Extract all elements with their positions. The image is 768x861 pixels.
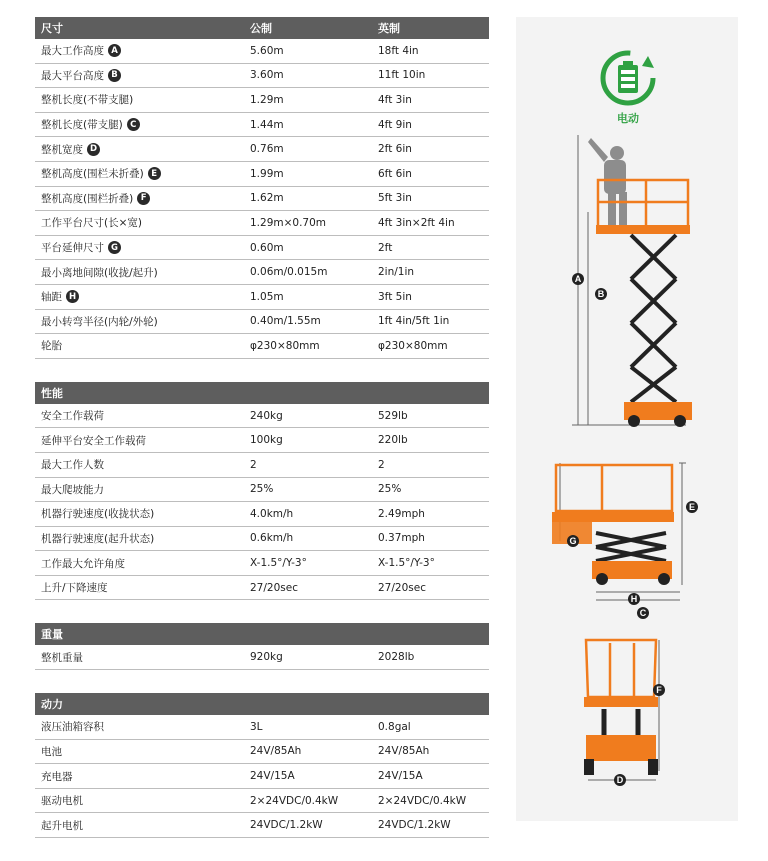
spec-section bbox=[35, 17, 489, 359]
spec-label: 机器行驶速度(起升状态) bbox=[41, 532, 155, 545]
lift-raised-view bbox=[572, 135, 692, 427]
spec-label: 整机重量 bbox=[41, 651, 83, 664]
marker-F bbox=[653, 684, 665, 696]
metric-value: 1.05m bbox=[250, 290, 284, 303]
spec-label: 安全工作载荷 bbox=[41, 410, 104, 423]
spec-label: 机器行驶速度(收拢状态) bbox=[41, 508, 155, 521]
column-header-imperial: 英制 bbox=[378, 22, 400, 35]
spec-label: 整机高度(围栏折叠) bbox=[41, 192, 134, 205]
spec-label-cell bbox=[35, 265, 250, 280]
table-row bbox=[35, 453, 489, 478]
spec-label-cell bbox=[35, 719, 250, 734]
imperial-value: 529lb bbox=[378, 409, 408, 422]
imperial-value: 6ft 6in bbox=[378, 167, 412, 180]
imperial-value: 5ft 3in bbox=[378, 192, 412, 205]
spec-label: 最大爬坡能力 bbox=[41, 483, 104, 496]
dimension-badge: H bbox=[66, 290, 79, 303]
table-row bbox=[35, 764, 489, 789]
metric-value: 24V/15A bbox=[250, 770, 295, 783]
spec-label-cell bbox=[35, 818, 250, 833]
section-header bbox=[35, 382, 489, 404]
table-row bbox=[35, 404, 489, 429]
metric-value: 0.6km/h bbox=[250, 532, 294, 545]
svg-text:C: C bbox=[639, 608, 647, 618]
spec-label: 整机高度(围栏未折叠) bbox=[41, 168, 144, 181]
eco-label: 电动 bbox=[617, 112, 639, 125]
spec-label: 整机长度(带支腿) bbox=[41, 119, 123, 132]
spec-label-cell bbox=[35, 68, 250, 83]
lift-front-view bbox=[584, 640, 659, 780]
table-row bbox=[35, 645, 489, 670]
dimension-badge: A bbox=[108, 44, 121, 57]
spec-label: 整机长度(不带支腿) bbox=[41, 94, 134, 107]
imperial-value: 2.49mph bbox=[378, 507, 425, 520]
imperial-value: 25% bbox=[378, 483, 402, 496]
svg-text:B: B bbox=[597, 289, 605, 299]
column-header-metric: 公制 bbox=[250, 22, 272, 35]
table-row bbox=[35, 162, 489, 187]
marker-A bbox=[572, 273, 584, 285]
metric-value: 4.0km/h bbox=[250, 507, 294, 520]
spec-label: 最大工作人数 bbox=[41, 459, 104, 472]
imperial-value: 4ft 9in bbox=[378, 118, 412, 131]
spec-label-cell bbox=[35, 556, 250, 571]
imperial-value: 0.8gal bbox=[378, 720, 411, 733]
scissor-lift-illustration bbox=[516, 17, 738, 821]
spec-label-cell bbox=[35, 289, 250, 304]
table-row bbox=[35, 527, 489, 552]
section-title: 重量 bbox=[41, 628, 63, 642]
spec-label: 最大工作高度 bbox=[41, 45, 104, 58]
spec-label-cell bbox=[35, 580, 250, 595]
table-row bbox=[35, 64, 489, 89]
metric-value: 27/20sec bbox=[250, 581, 298, 594]
metric-value: 0.06m/0.015m bbox=[250, 266, 328, 279]
imperial-value: 2 bbox=[378, 458, 385, 471]
spec-label: 平台延伸尺寸 bbox=[41, 242, 104, 255]
table-row bbox=[35, 502, 489, 527]
spec-label-cell bbox=[35, 457, 250, 472]
dimension-badge: F bbox=[137, 192, 150, 205]
table-row bbox=[35, 428, 489, 453]
table-row bbox=[35, 478, 489, 503]
table-row bbox=[35, 310, 489, 335]
table-row bbox=[35, 285, 489, 310]
spec-section bbox=[35, 382, 489, 601]
spec-label-cell bbox=[35, 650, 250, 665]
spec-label-cell bbox=[35, 408, 250, 423]
spec-label: 液压油箱容积 bbox=[41, 721, 104, 734]
imperial-value: 2028lb bbox=[378, 651, 415, 664]
spec-label: 最小离地间隙(收拢/起升) bbox=[41, 266, 158, 279]
table-row bbox=[35, 715, 489, 740]
imperial-value: 2in/1in bbox=[378, 266, 415, 279]
spec-label-cell bbox=[35, 215, 250, 230]
imperial-value: 11ft 10in bbox=[378, 69, 426, 82]
metric-value: 5.60m bbox=[250, 44, 284, 57]
table-row bbox=[35, 551, 489, 576]
svg-text:D: D bbox=[616, 775, 624, 785]
section-title: 动力 bbox=[41, 698, 63, 712]
spec-label: 驱动电机 bbox=[41, 795, 83, 808]
metric-value: X-1.5°/Y-3° bbox=[250, 557, 307, 570]
spec-tables bbox=[35, 17, 489, 861]
table-row bbox=[35, 39, 489, 64]
spec-label-cell bbox=[35, 117, 250, 132]
dimension-badge: D bbox=[87, 143, 100, 156]
svg-text:G: G bbox=[569, 536, 577, 546]
svg-text:A: A bbox=[574, 274, 582, 284]
spec-label-cell bbox=[35, 240, 250, 255]
table-row bbox=[35, 113, 489, 138]
spec-label-cell bbox=[35, 142, 250, 157]
spec-label-cell bbox=[35, 433, 250, 448]
spec-label-cell bbox=[35, 506, 250, 521]
table-row bbox=[35, 260, 489, 285]
svg-text:H: H bbox=[630, 594, 638, 604]
spec-label-cell bbox=[35, 769, 250, 784]
table-row bbox=[35, 334, 489, 359]
spec-section bbox=[35, 623, 489, 670]
spec-label-cell bbox=[35, 314, 250, 329]
spec-label: 起升电机 bbox=[41, 819, 83, 832]
spec-label: 轴距 bbox=[41, 291, 62, 304]
spec-label: 工作最大允许角度 bbox=[41, 557, 125, 570]
table-row bbox=[35, 789, 489, 814]
svg-text:F: F bbox=[656, 685, 662, 695]
metric-value: 0.76m bbox=[250, 143, 284, 156]
imperial-value: 18ft 4in bbox=[378, 44, 419, 57]
spec-label-cell bbox=[35, 166, 250, 181]
table-row bbox=[35, 813, 489, 838]
operator-figure bbox=[588, 138, 627, 228]
imperial-value: 24VDC/1.2kW bbox=[378, 819, 451, 832]
spec-label-cell bbox=[35, 191, 250, 206]
dimension-badge: B bbox=[108, 69, 121, 82]
svg-text:E: E bbox=[688, 502, 696, 512]
lift-stowed-view bbox=[552, 463, 686, 600]
metric-value: 0.40m/1.55m bbox=[250, 315, 321, 328]
metric-value: 3.60m bbox=[250, 69, 284, 82]
metric-value: 2 bbox=[250, 458, 257, 471]
spec-label-cell bbox=[35, 482, 250, 497]
table-row bbox=[35, 740, 489, 765]
marker-G bbox=[567, 535, 579, 547]
spec-label-cell bbox=[35, 744, 250, 759]
imperial-value: 24V/15A bbox=[378, 770, 423, 783]
spec-label: 最小转弯半径(内轮/外轮) bbox=[41, 315, 158, 328]
metric-value: 24V/85Ah bbox=[250, 745, 302, 758]
table-row bbox=[35, 211, 489, 236]
metric-value: 0.60m bbox=[250, 241, 284, 254]
spec-label: 轮胎 bbox=[41, 340, 62, 353]
imperial-value: 0.37mph bbox=[378, 532, 425, 545]
spec-label: 最大平台高度 bbox=[41, 69, 104, 82]
spec-label-cell bbox=[35, 43, 250, 58]
imperial-value: X-1.5°/Y-3° bbox=[378, 557, 435, 570]
marker-E bbox=[686, 501, 698, 513]
metric-value: 24VDC/1.2kW bbox=[250, 819, 323, 832]
metric-value: 3L bbox=[250, 720, 263, 733]
spec-label-cell bbox=[35, 338, 250, 353]
spec-label-cell bbox=[35, 793, 250, 808]
dimension-badge: G bbox=[108, 241, 121, 254]
marker-C bbox=[637, 607, 649, 619]
imperial-value: 4ft 3in bbox=[378, 93, 412, 106]
imperial-value: 2×24VDC/0.4kW bbox=[378, 794, 467, 807]
section-title: 性能 bbox=[41, 386, 63, 400]
imperial-value: 27/20sec bbox=[378, 581, 426, 594]
metric-value: 1.29m×0.70m bbox=[250, 216, 327, 229]
spec-label-cell bbox=[35, 531, 250, 546]
section-title: 尺寸 bbox=[41, 22, 63, 35]
metric-value: 100kg bbox=[250, 434, 283, 447]
table-row bbox=[35, 576, 489, 601]
metric-value: 1.44m bbox=[250, 118, 284, 131]
imperial-value: 4ft 3in×2ft 4in bbox=[378, 216, 455, 229]
marker-B bbox=[595, 288, 607, 300]
spec-section bbox=[35, 693, 489, 838]
imperial-value: 2ft 6in bbox=[378, 143, 412, 156]
metric-value: 1.29m bbox=[250, 93, 284, 106]
imperial-value: φ230×80mm bbox=[378, 339, 448, 352]
imperial-value: 24V/85Ah bbox=[378, 745, 430, 758]
spec-label: 整机宽度 bbox=[41, 143, 83, 156]
metric-value: 920kg bbox=[250, 651, 283, 664]
spec-label: 充电器 bbox=[41, 770, 73, 783]
metric-value: 1.99m bbox=[250, 167, 284, 180]
table-row bbox=[35, 187, 489, 212]
imperial-value: 220lb bbox=[378, 434, 408, 447]
spec-label: 电池 bbox=[41, 745, 62, 758]
imperial-value: 3ft 5in bbox=[378, 290, 412, 303]
imperial-value: 2ft bbox=[378, 241, 393, 254]
marker-D bbox=[614, 774, 626, 786]
metric-value: 1.62m bbox=[250, 192, 284, 205]
table-row bbox=[35, 236, 489, 261]
metric-value: 240kg bbox=[250, 409, 283, 422]
imperial-value: 1ft 4in/5ft 1in bbox=[378, 315, 450, 328]
table-row bbox=[35, 88, 489, 113]
dimension-badge: E bbox=[148, 167, 161, 180]
section-header bbox=[35, 623, 489, 645]
metric-value: 2×24VDC/0.4kW bbox=[250, 794, 339, 807]
table-row bbox=[35, 137, 489, 162]
section-header bbox=[35, 17, 489, 39]
metric-value: 25% bbox=[250, 483, 274, 496]
marker-H bbox=[628, 593, 640, 605]
spec-label-cell bbox=[35, 92, 250, 107]
spec-label: 工作平台尺寸(长×宽) bbox=[41, 217, 142, 230]
dimension-badge: C bbox=[127, 118, 140, 131]
section-header bbox=[35, 693, 489, 715]
metric-value: φ230×80mm bbox=[250, 339, 320, 352]
spec-label: 上升/下降速度 bbox=[41, 582, 108, 595]
spec-label: 延伸平台安全工作载荷 bbox=[41, 434, 146, 447]
